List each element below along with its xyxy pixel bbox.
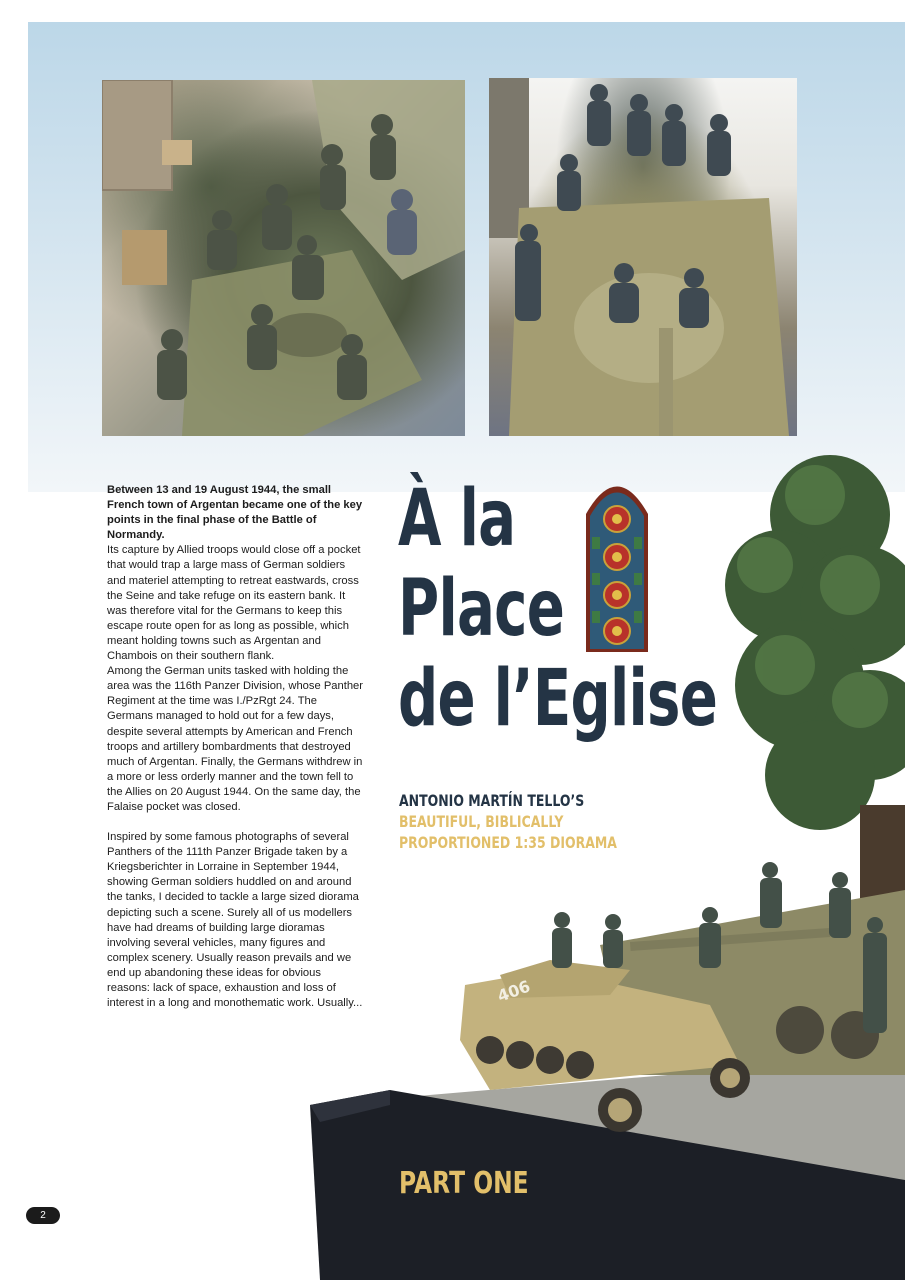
page-number: 2 [26,1207,60,1224]
intro-paragraph-2: Among the German units tasked with holding the area was the 116th Panzer Division, whose Panther Regiment at the time was I./PzRgt 24. The Germans managed to hold out for a few days, despite several attempts by American and French troops and artillery bombardments that destroyed much of Argentan. Finally, the Germans withdrew in a more or less orderly manner and the town fell to the Allies on 20 August 1944. On the same day, the Falaise pocket was closed. [107,665,364,813]
photo-panther-top-view [102,80,465,436]
intro-lead: Between 13 and 19 August 1944, the small French town of Argentan became one of the key points in the final phase of the Battle of Normandy. [107,484,363,542]
photo-panther-front-view [489,78,797,436]
title-line-2: Place [398,564,565,654]
part-label: PART ONE [399,1166,529,1201]
title-line-1: À la [398,474,516,564]
intro-paragraph-1: Its capture by Allied troops would close off a pocket that would trap a large mass of German soldiers and materiel attempting to retreat eastwards, cross the Seine and take refuge on its eastern bank. It was therefore vital for the Germans to keep this escape route open for as long as possible, which meant holding towns such as Argentan and Chambois on their southern flank. [107,544,361,663]
vehicle-number: 406 [494,976,533,1006]
byline-subtitle-1: BEAUTIFUL, BIBLICALLY [399,812,564,831]
intro-paragraph-3: Inspired by some famous photographs of several Panthers of the 111th Panzer Brigade taken by a Kriegsberichter in Lorraine in September 1944, showing German soldiers huddled on and around the tanks, I decided to tackle a large sized diorama depicting such a scene. Surely all of us modellers have had dreams of building large dioramas involving several vehicles, many figures and complex scenery. Usually reason prevails and we end up abandoning these ideas for obvious reasons: lack of space, exhaustion and loss of interest in a long and monothematic work. Usually... [107,831,363,1010]
byline-author: ANTONIO MARTÍN TELLO’S [399,791,585,810]
stained-glass-icon [584,469,650,652]
byline-subtitle-2: PROPORTIONED 1:35 DIORAMA [399,833,617,852]
intro-text [107,483,365,1011]
tree-illustration [720,445,905,905]
diorama-illustration [300,850,905,1280]
byline [399,790,617,853]
title-line-3: de l’Eglise [398,654,718,744]
